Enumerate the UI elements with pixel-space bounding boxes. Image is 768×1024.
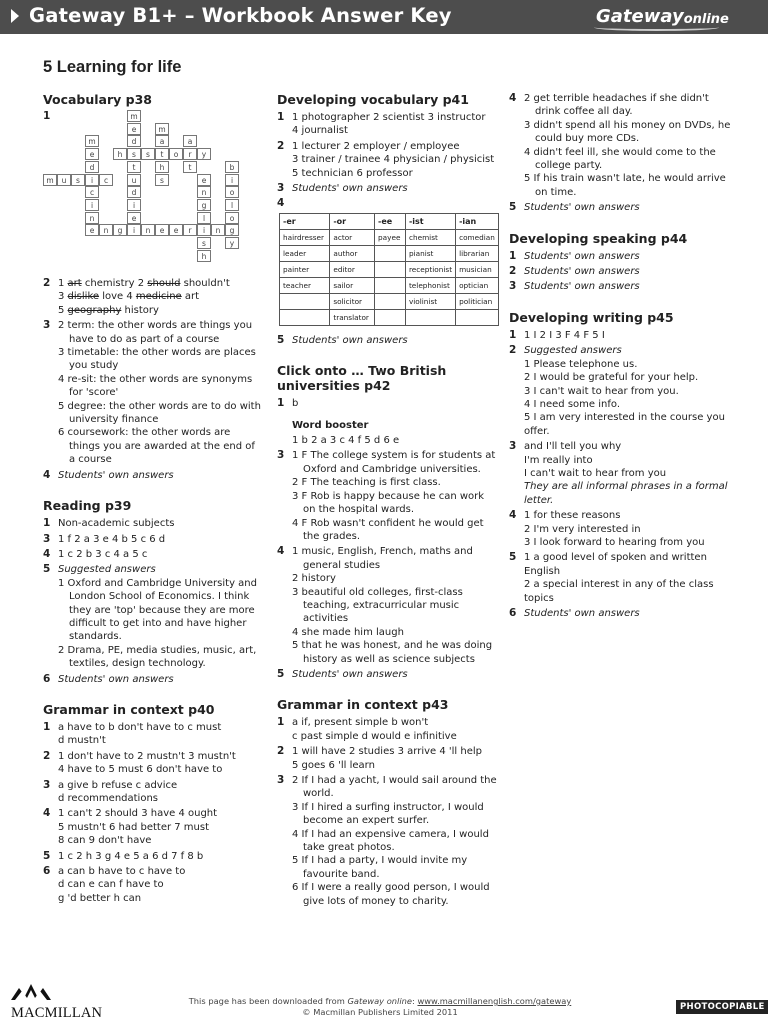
answer-line: 2 F The teaching is first class. <box>292 477 441 489</box>
crossword-cell: o <box>225 186 239 198</box>
answer-line: 2 a special interest in any of the class topics <box>524 579 714 604</box>
table-cell: violinist <box>405 293 455 309</box>
question-number: 4 <box>43 547 51 560</box>
answer-heading: Suggested answers <box>58 564 156 576</box>
footer-text-italic: Gateway online <box>347 996 413 1006</box>
answer-text: 1 c 2 b 3 c 4 a 5 c <box>58 548 148 560</box>
question-number: 3 <box>277 774 285 786</box>
grammar2-q1 <box>277 716 499 743</box>
footer-text: This page has been downloaded from <box>188 996 348 1006</box>
question-number: 1 <box>43 720 51 733</box>
speaking-q3 <box>509 280 734 293</box>
word-booster-answers: 1 b 2 a 3 c 4 f 5 d 6 e <box>292 435 400 447</box>
answer-line: 1 can't 2 should 3 have 4 ought <box>58 808 218 820</box>
table-header: -ee <box>375 213 406 229</box>
question-number: 1 <box>509 249 517 262</box>
answer-line: 2 I'm very interested in <box>524 523 641 535</box>
table-row <box>280 293 499 309</box>
footer-url-link[interactable]: www.macmillanenglish.com/gateway <box>417 996 572 1006</box>
table-cell: musician <box>456 261 499 277</box>
answer-text: Students' own answers <box>292 183 408 195</box>
answer-line: 1 for these reasons <box>524 510 621 522</box>
question-number: 5 <box>43 563 51 576</box>
answer-line: 3 I can't wait to hear from you. <box>524 385 679 397</box>
section-grammar: Grammar in context p40 <box>43 701 215 717</box>
answer-line: 1 Please telephone us. <box>524 358 638 370</box>
answer-line: 1 photographer 2 scientist 3 instructor <box>292 112 486 123</box>
answer-line: 4 re-sit: the other words are synonyms for 'score' <box>58 373 253 399</box>
table-header: -ian <box>456 213 499 229</box>
crossword-cell: h <box>113 148 127 160</box>
struck-word: should <box>147 278 181 289</box>
section-vocabulary: Vocabulary p38 <box>43 92 152 107</box>
crossword-cell: m <box>43 174 57 186</box>
table-cell: comedian <box>456 229 499 245</box>
grammar-q1 <box>43 721 263 748</box>
crossword-cell: u <box>127 174 141 186</box>
grammar-q3 <box>43 779 263 806</box>
section-grammar-2: Grammar in context p43 <box>277 697 449 713</box>
grammar-q6 <box>43 865 263 905</box>
answer-line: 6 coursework: the other words are things you are awarded at the end of a course <box>58 427 255 466</box>
question-number: 3 <box>509 440 517 453</box>
crossword-cell: h <box>155 161 169 173</box>
crossword-cell: b <box>225 161 239 173</box>
table-cell: hairdresser <box>280 229 330 245</box>
answer-line: a give b refuse c advice <box>58 779 178 791</box>
crossword-cell: e <box>85 224 99 236</box>
table-cell <box>456 309 499 325</box>
crossword-cell: a <box>183 135 197 147</box>
table-cell: leader <box>280 245 330 261</box>
crossword-cell: c <box>85 186 99 198</box>
table-cell <box>375 293 406 309</box>
crossword-cell: n <box>99 224 113 236</box>
logo-main-text: Gateway <box>596 6 684 27</box>
logo-swoosh-icon <box>594 24 719 31</box>
answer-line: 4 F Rob wasn't confident he would get the grades. <box>292 517 484 542</box>
crossword-cell: o <box>225 212 239 224</box>
crossword-cell: g <box>113 224 127 236</box>
answer-line: 1 Oxford and Cambridge University and London School of Economics. I think they are 'top' because they are more difficult to get into and have higher standards. <box>58 577 257 643</box>
reading-q3 <box>43 533 263 546</box>
crossword-cell: i <box>127 224 141 236</box>
answer-line: 1 lecturer 2 employer / employee <box>292 140 460 152</box>
table-cell <box>375 277 406 293</box>
question-number: 1 <box>277 397 285 410</box>
answer-line: 2 get terrible headaches if she didn't drink coffee all day. <box>524 93 709 118</box>
table-cell: sailor <box>330 277 375 293</box>
column-2 <box>277 92 499 910</box>
table-row <box>280 261 499 277</box>
answer-note: They are all informal phrases in a formal letter. <box>524 481 728 506</box>
answer-text: art <box>181 291 200 303</box>
grammar-q5 <box>43 850 263 863</box>
crossword-cell: t <box>127 161 141 173</box>
question-number: 1 <box>277 111 285 123</box>
answer-line: a if, present simple b won't <box>292 717 429 729</box>
logo-sub-text: online <box>683 12 729 27</box>
table-row <box>280 245 499 261</box>
answer-line: c past simple d would e infinitive <box>292 730 457 742</box>
table-cell: payee <box>375 229 406 245</box>
crossword-cell: c <box>99 174 113 186</box>
answer-text: Students' own answers <box>524 266 640 278</box>
click-q4 <box>277 545 499 666</box>
table-row <box>280 309 499 325</box>
answer-line: 3 beautiful old colleges, first-class teaching, extracurricular music activities <box>292 586 463 625</box>
answer-text: b <box>292 398 299 410</box>
answer-text: 1 I 2 I 3 F 4 F 5 I <box>524 329 605 341</box>
answer-line: a can b have to c have to <box>58 866 186 878</box>
crossword-cell: m <box>85 135 99 147</box>
answer-text: 3 <box>58 291 68 303</box>
vocab-q4 <box>43 469 263 482</box>
answer-line: and I'll tell you why <box>524 441 622 453</box>
answer-line: 5 technician 6 professor <box>292 167 413 179</box>
question-number: 6 <box>43 672 51 685</box>
crossword-cell: e <box>169 224 183 236</box>
header-banner <box>0 0 768 34</box>
crossword-cell: t <box>155 148 169 160</box>
gateway-online-logo <box>596 4 729 30</box>
section-developing-speaking: Developing speaking p44 <box>509 230 688 246</box>
answer-text: Students' own answers <box>524 281 640 293</box>
answer-line: 3 timetable: the other words are places you study <box>58 347 256 372</box>
answer-text: Students' own answers <box>524 608 640 619</box>
crossword-cell: e <box>197 174 211 186</box>
table-cell: translator <box>330 309 375 325</box>
question-number: 4 <box>43 807 51 820</box>
section-click-onto: Click onto … Two British universities p42 <box>277 363 447 394</box>
speaking-q2 <box>509 265 734 278</box>
answer-text: Students' own answers <box>292 668 408 680</box>
question-number: 1 <box>277 716 285 729</box>
crossword-cell: s <box>155 174 169 186</box>
answer-line: 3 If I hired a surfing instructor, I would become an expert surfer. <box>292 801 484 827</box>
question-number: 3 <box>509 280 517 293</box>
question-number: 1 <box>509 328 517 341</box>
crossword-cell: g <box>225 224 239 236</box>
answer-text: Students' own answers <box>524 250 640 262</box>
section-reading: Reading p39 <box>43 498 132 514</box>
crossword-cell: e <box>127 212 141 224</box>
devvocab-q5 <box>277 334 499 347</box>
answer-text: Students' own answers <box>58 673 174 685</box>
question-number: 4 <box>509 509 517 522</box>
question-number: 2 <box>509 265 517 278</box>
table-cell <box>280 309 330 325</box>
footer-copyright: © Macmillan Publishers Limited 2011 <box>302 1007 458 1017</box>
question-number: 5 <box>43 849 51 862</box>
column-1-body <box>43 277 263 907</box>
crossword-cell: s <box>71 174 85 186</box>
table-cell: librarian <box>456 245 499 261</box>
answer-line: 4 journalist <box>292 125 348 137</box>
devvocab-q4 <box>277 197 499 325</box>
struck-word: art <box>67 278 82 289</box>
answer-text: 1 f 2 a 3 e 4 b 5 c 6 d <box>58 533 166 545</box>
writing-q6 <box>509 607 734 620</box>
crossword-cell: i <box>85 174 99 186</box>
answer-line: 2 history <box>292 573 336 585</box>
crossword-cell: d <box>127 135 141 147</box>
table-cell: optician <box>456 277 499 293</box>
photocopiable-badge: PHOTOCOPIABLE <box>676 1000 768 1014</box>
reading-q6 <box>43 673 263 686</box>
reading-q1 <box>43 517 263 530</box>
question-number: 2 <box>509 344 517 357</box>
answer-text: shouldn't <box>180 278 230 289</box>
table-cell: editor <box>330 261 375 277</box>
click-q5 <box>277 668 499 681</box>
answer-line: 3 trainer / trainee 4 physician / physicist <box>292 154 495 166</box>
crossword-cell: n <box>211 224 225 236</box>
table-cell: pianist <box>405 245 455 261</box>
answer-line: 1 F The college system is for students at Oxford and Cambridge universities. <box>292 450 496 475</box>
crossword-cell: t <box>183 161 197 173</box>
answer-text: Students' own answers <box>292 334 408 346</box>
crossword-cell: r <box>183 224 197 236</box>
crossword-cell: s <box>197 237 211 249</box>
question-number: 4 <box>277 545 285 558</box>
table-cell: actor <box>330 229 375 245</box>
answer-line: 5 I am very interested in the course you offer. <box>524 412 725 437</box>
table-row <box>280 229 499 245</box>
crossword-cell: n <box>197 186 211 198</box>
question-number: 2 <box>43 749 51 762</box>
question-number: 5 <box>277 667 285 680</box>
question-number: 6 <box>43 865 51 878</box>
grammar-q2 <box>43 750 263 777</box>
answer-text: Non-academic subjects <box>58 518 175 530</box>
answer-line: I can't wait to hear from you <box>524 467 667 479</box>
section-developing-vocabulary: Developing vocabulary p41 <box>277 92 469 107</box>
answer-line: 4 I need some info. <box>524 398 620 410</box>
answer-line: 1 c 2 h 3 g 4 e 5 a 6 d 7 f 8 b <box>58 850 204 862</box>
answer-line: d can e can f have to <box>58 879 164 891</box>
answer-line: 5 degree: the other words are to do with university finance <box>58 400 261 426</box>
question-number: 2 <box>277 139 285 152</box>
struck-word: dislike <box>67 291 100 303</box>
question-number: 3 <box>277 182 285 195</box>
crossword-cell: n <box>141 224 155 236</box>
table-row <box>280 277 499 293</box>
crossword-cell: r <box>183 148 197 160</box>
table-cell <box>375 261 406 277</box>
crossword-cell: l <box>225 199 239 211</box>
answer-line: 2 term: the other words are things you have to do as part of a course <box>58 320 253 345</box>
devvocab-q1 <box>277 111 499 138</box>
answer-line: d recommendations <box>58 793 158 804</box>
answer-line: 3 F Rob is happy because he can work on the hospital wards. <box>292 490 485 516</box>
column-1 <box>43 92 263 111</box>
table-cell: author <box>330 245 375 261</box>
answer-line: 5 that he was honest, and he was doing history as well as science subjects <box>292 640 493 665</box>
crossword-cell: i <box>225 174 239 186</box>
question-number: 4 <box>277 197 285 210</box>
crossword-cell: e <box>85 148 99 160</box>
footer-text: : <box>412 996 418 1006</box>
answer-text: love 4 <box>99 291 136 303</box>
answer-line: 1 don't have to 2 mustn't 3 mustn't <box>58 750 236 762</box>
table-cell: telephonist <box>405 277 455 293</box>
click-q3 <box>277 449 499 543</box>
devvocab-q2 <box>277 140 499 180</box>
answer-line: 4 didn't feel ill, she would come to the college party. <box>524 146 716 172</box>
writing-q3 <box>509 440 734 507</box>
writing-q2 <box>509 344 734 438</box>
answer-line: 6 If I were a really good person, I would give lots of money to charity. <box>292 882 490 907</box>
crossword-cell: y <box>197 148 211 160</box>
grammar2-q4 <box>509 92 734 199</box>
vocab-q3 <box>43 319 263 466</box>
suffix-table <box>279 213 499 326</box>
question-number: 6 <box>509 607 517 619</box>
struck-word: medicine <box>135 291 182 303</box>
grammar2-q3 <box>277 774 499 908</box>
crossword-cell: m <box>155 123 169 135</box>
answer-text: history <box>121 304 159 316</box>
play-arrow-icon <box>11 9 19 23</box>
grammar2-q2 <box>277 745 499 772</box>
answer-line: g 'd better h can <box>58 892 142 904</box>
word-booster-heading: Word booster <box>292 419 369 431</box>
macmillan-logo <box>11 978 102 1022</box>
crossword-cell: e <box>155 224 169 236</box>
crossword-cell: y <box>225 237 239 249</box>
table-cell <box>280 293 330 309</box>
crossword-cell: e <box>127 123 141 135</box>
unit-title: 5 Learning for life <box>43 58 182 76</box>
vocab-q2 <box>43 277 263 317</box>
question-number: 4 <box>43 468 51 481</box>
reading-q5 <box>43 563 263 670</box>
table-cell: teacher <box>280 277 330 293</box>
table-header: -ist <box>405 213 455 229</box>
table-cell <box>405 309 455 325</box>
crossword-cell: g <box>197 199 211 211</box>
question-number: 5 <box>277 333 285 346</box>
writing-q5 <box>509 551 734 605</box>
answer-line: 2 Drama, PE, media studies, music, art, textiles, design technology. <box>58 644 257 670</box>
speaking-q1 <box>509 250 734 263</box>
footer-notice <box>160 996 600 1018</box>
answer-line: 4 have to 5 must 6 don't have to <box>58 764 223 776</box>
answer-line: 8 can 9 don't have <box>58 835 152 847</box>
table-cell: painter <box>280 261 330 277</box>
answer-text: Students' own answers <box>58 469 174 481</box>
question-number: 4 <box>509 92 517 104</box>
answer-line: 1 will have 2 studies 3 arrive 4 'll help <box>292 746 483 758</box>
crossword-cell: d <box>127 186 141 198</box>
answer-text: Students' own answers <box>524 202 640 214</box>
answer-line: 4 she made him laugh <box>292 626 404 638</box>
answer-text: 1 <box>58 278 68 289</box>
crossword-puzzle <box>43 110 263 270</box>
answer-line: I'm really into <box>524 454 593 466</box>
answer-line: 2 If I had a yacht, I would sail around the world. <box>292 775 497 800</box>
table-header: -er <box>280 213 330 229</box>
question-number: 3 <box>43 778 51 791</box>
reading-q4 <box>43 548 263 561</box>
writing-q1 <box>509 329 734 342</box>
answer-text: 5 <box>58 304 68 316</box>
answer-heading: Suggested answers <box>524 345 622 357</box>
answer-line: 5 If his train wasn't late, he would arrive on time. <box>524 173 726 198</box>
answer-line: 1 music, English, French, maths and general studies <box>292 546 473 571</box>
answer-line: 4 If I had an expensive camera, I would take great photos. <box>292 828 489 854</box>
crossword-cell: i <box>197 224 211 236</box>
question-number: 1 <box>43 517 51 530</box>
crossword-question-number: 1 <box>43 110 51 122</box>
answer-text: chemistry 2 <box>81 278 148 289</box>
crossword-cell: u <box>57 174 71 186</box>
struck-word: geography <box>67 304 122 316</box>
crossword-cell: s <box>141 148 155 160</box>
crossword-cell: m <box>127 110 141 122</box>
page-header-title: Gateway B1+ – Workbook Answer Key <box>29 4 452 27</box>
crossword-cell: a <box>155 135 169 147</box>
table-header: -or <box>330 213 375 229</box>
question-number: 3 <box>43 319 51 332</box>
crossword-cell: d <box>85 161 99 173</box>
question-number: 2 <box>277 745 285 758</box>
crossword-cell: i <box>85 199 99 211</box>
answer-line: 3 I look forward to hearing from you <box>524 536 705 548</box>
answer-line: a have to b don't have to c must <box>58 721 222 733</box>
devvocab-q3 <box>277 182 499 195</box>
crossword-cell: o <box>169 148 183 160</box>
click-q1 <box>277 397 499 410</box>
answer-line: d mustn't <box>58 735 106 747</box>
question-number: 3 <box>43 532 51 545</box>
table-cell: politician <box>456 293 499 309</box>
crossword-cell: s <box>127 148 141 160</box>
answer-line: 1 a good level of spoken and written English <box>524 552 707 577</box>
table-cell: receptionist <box>405 261 455 277</box>
table-cell <box>375 245 406 261</box>
answer-line: 3 didn't spend all his money on DVDs, he could buy more CDs. <box>524 119 731 145</box>
table-cell: chemist <box>405 229 455 245</box>
crossword-cell: h <box>197 250 211 262</box>
question-number: 5 <box>509 551 517 564</box>
question-number: 2 <box>43 277 51 289</box>
answer-line: 5 If I had a party, I would invite my favourite band. <box>292 855 468 880</box>
grammar2-q5 <box>509 201 734 214</box>
crossword-cell: l <box>197 212 211 224</box>
table-cell <box>375 309 406 325</box>
answer-line: 2 I would be grateful for your help. <box>524 372 699 384</box>
macmillan-brand-text: MACMILLAN <box>11 1005 103 1021</box>
answer-line: 5 goes 6 'll learn <box>292 759 375 771</box>
macmillan-mark-icon <box>11 978 51 1000</box>
question-number: 5 <box>509 201 517 214</box>
column-3 <box>509 92 734 622</box>
crossword-cell: i <box>127 199 141 211</box>
section-developing-writing: Developing writing p45 <box>509 309 674 325</box>
writing-q4 <box>509 509 734 549</box>
table-cell: solicitor <box>330 293 375 309</box>
answer-line: 5 mustn't 6 had better 7 must <box>58 821 210 833</box>
crossword-cell: n <box>85 212 99 224</box>
question-number: 3 <box>277 449 285 462</box>
grammar-q4 <box>43 807 263 847</box>
